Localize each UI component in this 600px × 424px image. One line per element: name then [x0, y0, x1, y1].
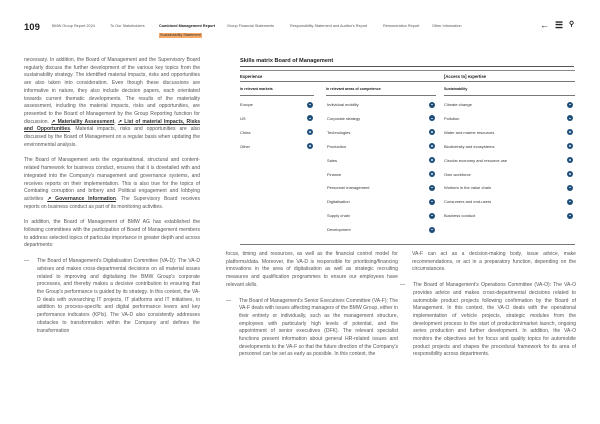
board-member-badge-icon — [567, 199, 573, 205]
board-member-badge-icon — [429, 129, 435, 135]
competence-label: Development — [327, 227, 351, 233]
competence-label: Digitalisation — [327, 199, 350, 205]
sustainability-label: Own workforce — [444, 171, 471, 177]
subnav-sustainability-statement[interactable]: Sustainability Statement — [160, 33, 201, 37]
competence-label: Sales — [327, 157, 338, 163]
nav-link-group-report[interactable]: BMW Group Report 2024 — [52, 24, 95, 28]
board-member-badge-icon — [567, 185, 573, 191]
board-member-badge-icon — [307, 129, 313, 135]
board-member-badge-icon — [429, 102, 435, 108]
market-label: China — [240, 129, 251, 135]
divider — [444, 95, 575, 96]
bullet-va-f: — The Board of Management's Senior Executives Committee (VA-F): The VA-F deals with issues affecting managers of the BMW Group, either in their entirety or individually, such as the management structure, employees with particularly high levels of potential, and the appointment of senior executives (DFK). The relevant specialist functions present information about general HR-related issues and developments to the VA-F so that the future direction of the Company's personnel can be set as early as possible. In this context, the — [226, 297, 398, 358]
board-member-badge-icon — [429, 157, 435, 163]
competence-label: Technologies — [327, 129, 351, 135]
competence-label: Supply chain — [327, 213, 350, 219]
sustainability-label: Business conduct — [444, 213, 476, 219]
market-label: Europe — [240, 102, 253, 107]
left-column — [24, 57, 200, 341]
competence-label: Personnel management — [327, 185, 370, 191]
right-column — [400, 251, 576, 365]
paragraph-va-f-continued: VA-F can act as a decision-making body, issue advice, make recommendations, or act in a preparatory function, depending on the circumstances. — [412, 251, 576, 273]
board-member-badge-icon — [429, 185, 435, 191]
search-icon[interactable]: ⚲ — [569, 21, 575, 28]
middle-column — [226, 251, 398, 365]
market-label: US — [240, 115, 246, 121]
bullet-dash: — — [400, 282, 406, 289]
link-material-impacts[interactable]: ↗ List of material Impacts, Risks and Opportunities — [24, 118, 201, 133]
bullet-dash: — — [24, 258, 30, 265]
competence-label: Finance — [327, 171, 342, 177]
board-member-badge-icon — [567, 157, 573, 163]
market-label: Other — [240, 143, 251, 149]
competence-label: Individual mobility — [327, 102, 359, 107]
link-governance-information[interactable]: ↗ Governance Information — [47, 195, 116, 202]
divider — [240, 81, 575, 82]
link-materiality-assessment[interactable]: ↗ Materiality Assessment — [51, 118, 115, 125]
sustainability-label: Circular economy and resource use — [444, 157, 508, 163]
board-member-badge-icon — [307, 115, 313, 121]
board-member-badge-icon — [429, 115, 435, 121]
board-member-badge-icon — [429, 213, 435, 219]
paragraph-materiality: necessary. In addition, the Board of Management and the Supervisory Board regularly discuss the further development of the various key topics from the sustainability strategy. The identified material impacts, risks and opportunities are also taken into consideration. Even though these discussions are informative in nature, they also include decision papers, each orientated towards current thematic developments. The results of the materiality assessment, including the material impacts, risks and opportunities, are presented to the Board of Management by the Group Reporting function for discussion. ↗ Materiality Assessment, ↗ List of material Impacts, Risks and Opportunities. Material impacts, risks and opportunities are also discussed by the Board of Management on a regular basis when updating the environmental analysis. — [24, 57, 201, 148]
board-member-badge-icon — [429, 227, 435, 233]
bullet-va-d: — The Board of Management's Digitalisation Committee (VA-D): The VA-D advises and makes cross-departmental decisions on all material issues related to improving and digitalising the BMW Group's corporate processes, and thereby makes a decisive contribution to ensuring that the Group's performance is guided by its strategy. In this context, the VA-D deals with overarching IT projects, IT platforms and IT initiatives, in addition to process-specific and digital performance levers and key performance indicators (KPIs). The VA-D also consistently addresses obstacles to transformation within the Company and defines the transformation — [24, 258, 200, 334]
board-member-badge-icon — [429, 199, 435, 205]
nav-link-financial-statements[interactable]: Group Financial Statements — [227, 24, 275, 28]
subheader-sustainability: Sustainability — [444, 87, 468, 91]
board-member-badge-icon — [429, 143, 435, 149]
header-tools — [540, 20, 585, 32]
page-header — [0, 0, 600, 44]
board-member-badge-icon — [567, 129, 573, 135]
nav-link-remuneration-report[interactable]: Remuneration Report — [383, 24, 420, 28]
board-member-badge-icon — [429, 171, 435, 177]
board-member-badge-icon — [307, 102, 313, 108]
bullet-va-o: — The Board of Management's Operations Committee (VA-O): The VA-O provides advice and makes cross-departmental decisions related to automobile product projects following confirmation by the Board of Management. In this context, the VA-O deals with the operational implementation of vehicle projects, strategic modules from the development process to the start of production/market launch, ongoing series production and further development. In addition, the VA-O monitors the objectives set for focus and quality topics for automobile product projects and shapes the procedural framework for its area of responsibility across departments. — [400, 282, 576, 358]
sustainability-label: Biodiversity and ecosystems — [444, 143, 495, 149]
sustainability-label: Water and marine resources — [444, 129, 495, 135]
paragraph-committees-intro: In addition, the Board of Management of BMW AG has established the following committees with the participation of Board of Management members to address selected topics of particular importance in greater depth and across departments: — [24, 219, 200, 249]
divider — [240, 95, 314, 96]
board-member-badge-icon — [307, 143, 313, 149]
nav-link-other-information[interactable]: Other Information — [432, 24, 462, 28]
header-expertise: [Access to] expertise — [444, 74, 487, 79]
divider — [326, 95, 436, 96]
back-arrow-icon[interactable]: ← — [540, 20, 549, 30]
paragraph-va-d-continued: focus, timing and resources, as well as the financial control model for platforms/data. Moreover, the VA-D is responsible for prioritising/financing innovations in the area of digitalisation as well as strategic recruiting measures and qualification programmes to ensure our employees have relevant skills. — [226, 251, 398, 288]
skills-matrix-table — [240, 58, 574, 67]
board-member-badge-icon — [567, 213, 573, 219]
nav-link-responsibility-statement[interactable]: Responsibility Statement and Auditor's Report — [290, 24, 368, 28]
board-member-badge-icon — [567, 171, 573, 177]
sustainability-label: Workers in the value chain — [444, 185, 492, 191]
sustainability-label: Climate change — [444, 102, 472, 107]
sustainability-label: Consumers and end-users — [444, 199, 492, 205]
bullet-dash: — — [226, 297, 232, 304]
subheader-markets: In relevant markets — [240, 87, 273, 91]
divider — [240, 70, 575, 71]
competence-label: Production — [327, 143, 347, 149]
sustainability-label: Pollution — [444, 115, 460, 121]
competence-label: Corporate strategy — [327, 115, 361, 121]
menu-icon[interactable]: ☰ — [555, 20, 564, 30]
header-experience: Experience — [240, 74, 263, 79]
board-member-badge-icon — [567, 115, 573, 121]
matrix-bottom-rule — [240, 244, 575, 245]
board-member-badge-icon — [567, 143, 573, 149]
subheader-competence: In relevant areas of competence — [326, 87, 381, 91]
nav-link-combined-management-report[interactable]: Combined Management Report — [159, 24, 216, 28]
board-member-badge-icon — [567, 102, 573, 108]
page-number: 109 — [24, 22, 40, 33]
skills-matrix-title: Skills matrix Board of Management — [240, 58, 574, 67]
paragraph-business-conduct: The Board of Management sets the organisational, structural and content-related framework for business conduct, ensures that it is dovetailed with and integrated into the Company's management and governance systems, and receives reports on their implementation. This is also true for the topics of Combating corruption and bribery and Political engagement and lobbying activities ↗ Governance Information. The Supervisory Board receives reports on business conduct as part of its monitoring activities. — [24, 157, 200, 210]
nav-link-stakeholders[interactable]: To Our Stakeholders — [110, 24, 145, 28]
